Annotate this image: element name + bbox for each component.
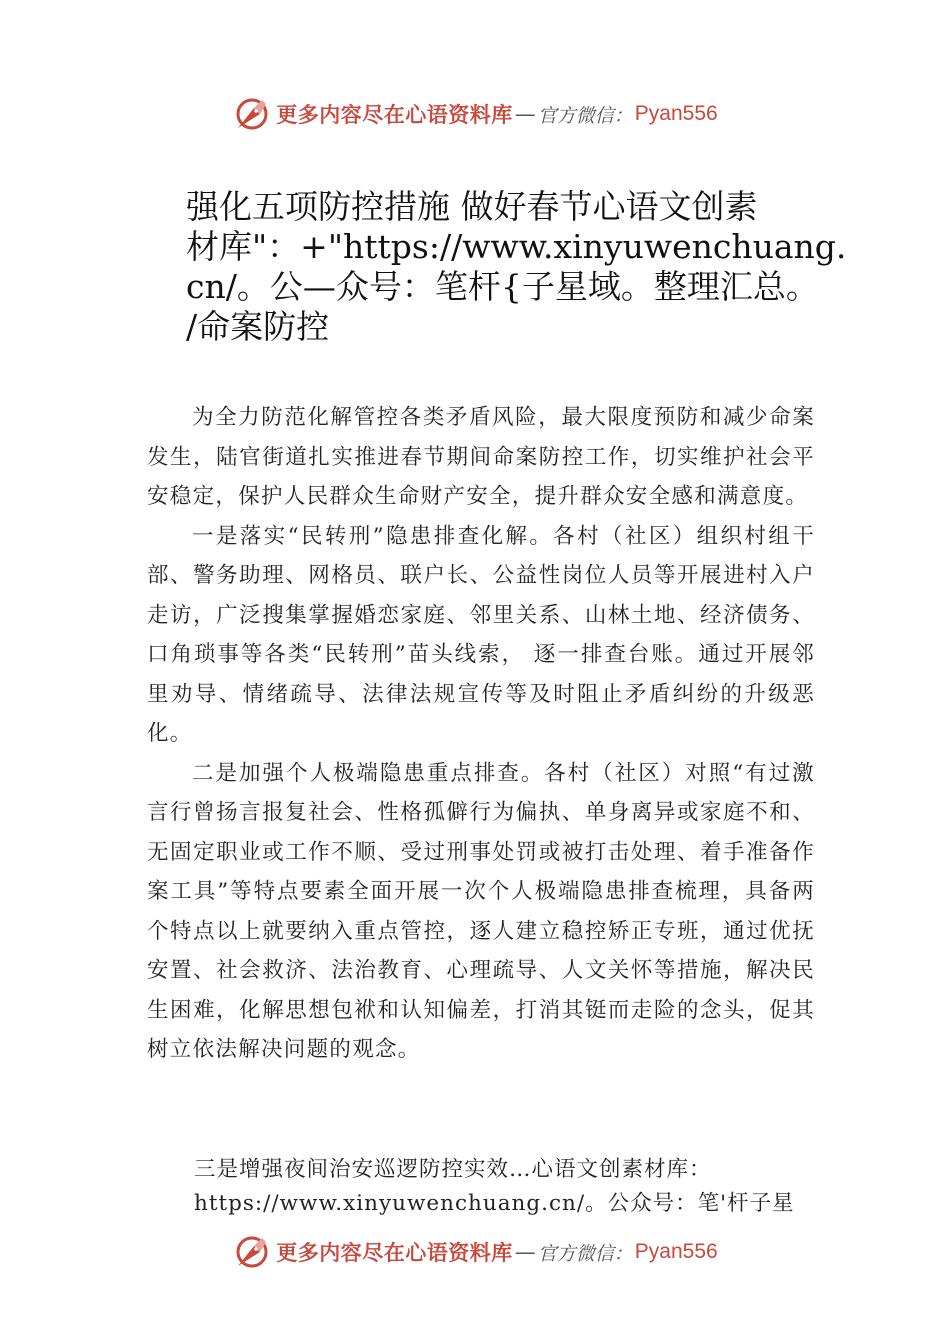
banner-main-text: 更多内容尽在心语资料库 [276, 102, 513, 127]
paragraph-intro: 为全力防范化解管控各类矛盾风险，最大限度预防和减少命案发生，陆官街道扎实推进春节期间命案防控工作，切实维护社会平安稳定，保护人民群众生命财产安全，提升群众安全感和满意度。 [147, 405, 815, 509]
pen-nib-logo-icon [232, 94, 272, 134]
paragraph-point-three [194, 1153, 834, 1221]
title-line: cn/。公—众号：笔杆{子星域。整理汇总。 [186, 267, 819, 306]
title-line: 强化五项防控措施 做好春节心语文创素 [186, 187, 758, 226]
paragraph-point-two: 二是加强个人极端隐患重点排查。各村（社区）对照“有过激言行曾扬言报复社会、性格孤僻行为偏执、单身离异或家庭不和、无固定职业或工作不顺、受过刑事处罚或被打击处理、着手准备作案工具”等特点要素全面开展一次个人极端隐患排查梳理，具备两个特点以上就要纳入重点管控，逐人建立稳控矫正专班，通过优抚安置、社会救济、法治教育、心理疏导、人文关怀等措施，解决民生困难，化解思想包袱和认知偏差，打消其铤而走险的念头，促其树立依法解决问题的观念。 [147, 760, 815, 1062]
tail-line: 三是增强夜间治安巡逻防控实效…心语文创素材库： [194, 1157, 712, 1182]
tail-line: https://www.xinyuwenchuang.cn/。公众号：笔'杆子星 [194, 1191, 795, 1216]
header-banner [0, 92, 950, 136]
banner-wechat-label: 官方微信： [537, 1242, 633, 1265]
document-body [147, 398, 815, 1070]
document-title [186, 187, 906, 347]
banner-wechat-id: Pyan556 [634, 102, 718, 125]
paragraph-point-one: 一是落实“民转刑”隐患排查化解。各村（社区）组织村组干部、警务助理、网格员、联户长、公益性岗位人员等开展进村入户走访，广泛搜集掌握婚恋家庭、邻里关系、山林土地、经济债务、口角琐事等各类“民转刑”苗头线索， 逐一排查台账。通过开展邻里劝导、情绪疏导、法律法规宣传等及时阻止矛盾纠纷的升级恶化。 [147, 523, 815, 746]
banner-wechat-label: 官方微信： [537, 104, 633, 127]
banner-main-text: 更多内容尽在心语资料库 [276, 1240, 513, 1265]
banner-separator: — [514, 1240, 536, 1264]
footer-banner [0, 1230, 950, 1274]
title-line: /命案防控 [186, 307, 330, 346]
banner-wechat-id: Pyan556 [634, 1240, 718, 1263]
title-line: 材库"：+"https://www.xinyuwenchuang. [186, 227, 847, 266]
banner-separator: — [514, 102, 536, 126]
pen-nib-logo-icon [232, 1232, 272, 1272]
